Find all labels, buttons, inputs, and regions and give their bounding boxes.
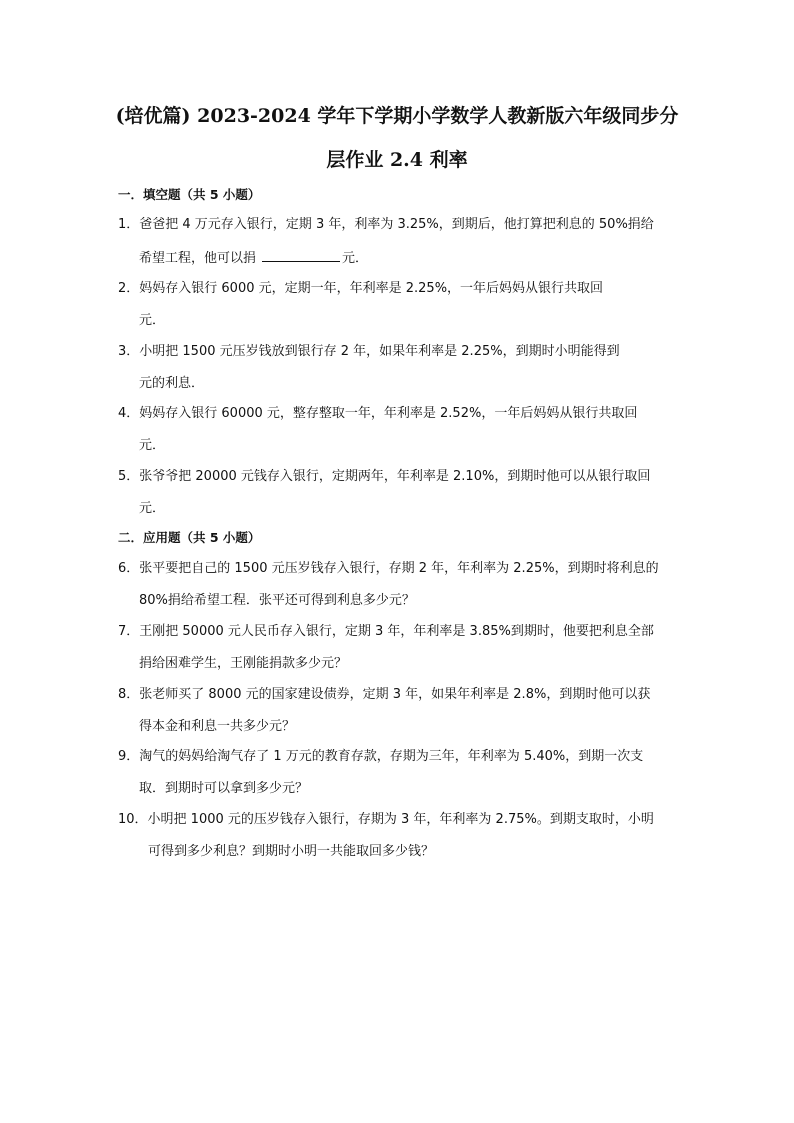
question-1-text-before-blank: 希望工程，他可以捐 <box>139 251 257 266</box>
question-10-line-2: 可得到多少利息？到期时小明一共能取回多少钱？ <box>148 844 435 859</box>
question-7-line-2: 捐给困难学生，王刚能捐款多少元？ <box>139 656 348 671</box>
question-9 <box>118 748 684 798</box>
question-3-line-1: 3．小明把 1500 元压岁钱放到银行存 2 年，如果年利率是 2.25%，到期时小明能得到 <box>118 344 620 359</box>
question-6-line-1: 6．张平要把自己的 1500 元压岁钱存入银行，存期 2 年，年利率为 2.25%，到期时将利息的 <box>118 561 659 576</box>
question-8-line-1: 8．张老师买了 8000 元的国家建设债券，定期 3 年，如果年利率是 2.8%，到期时他可以获 <box>118 687 651 702</box>
question-8 <box>118 686 684 736</box>
answer-blank[interactable] <box>262 248 340 262</box>
question-5 <box>118 468 684 518</box>
question-4-line-2: 元． <box>139 438 166 453</box>
section-heading-fill-in: 一．填空题（共 5 小题） <box>118 187 261 202</box>
question-7-line-1: 7．王刚把 50000 元人民币存入银行，定期 3 年，年利率是 3.85%到期时，他要把利息全部 <box>118 624 654 639</box>
question-3-line-2: 元的利息． <box>139 376 205 391</box>
question-9-line-2: 取．到期时可以拿到多少元？ <box>139 781 309 796</box>
question-10-line-1: 10．小明把 1000 元的压岁钱存入银行，存期为 3 年，年利率为 2.75%。到期支取时，小明 <box>118 812 654 827</box>
question-9-line-1: 9．淘气的妈妈给淘气存了 1 万元的教育存款，存期为三年，年利率为 5.40%，到期一次支 <box>118 749 644 764</box>
question-6-line-2: 80%捐给希望工程．张平还可得到利息多少元？ <box>139 593 415 608</box>
document-title-line-2: 层作业 2.4 利率 <box>326 149 468 171</box>
question-1-line-2 <box>118 248 684 266</box>
section-heading-word-problems: 二．应用题（共 5 小题） <box>118 530 261 545</box>
question-2-line-2: 元． <box>139 313 166 328</box>
question-1 <box>118 216 684 266</box>
question-6 <box>118 560 684 610</box>
question-4-line-1: 4．妈妈存入银行 60000 元，整存整取一年，年利率是 2.52%，一年后妈妈从银行共取回 <box>118 406 638 421</box>
document-title-line-1: (培优篇) 2023-2024 学年下学期小学数学人教新版六年级同步分 <box>115 105 679 127</box>
question-4 <box>118 405 684 455</box>
question-10 <box>118 811 684 861</box>
question-1-line-1: 1．爸爸把 4 万元存入银行，定期 3 年，利率为 3.25%，到期后，他打算把利息的 50%捐给 <box>118 217 654 232</box>
question-2-line-1: 2．妈妈存入银行 6000 元，定期一年，年利率是 2.25%，一年后妈妈从银行共取回 <box>118 281 604 296</box>
question-5-line-1: 5．张爷爷把 20000 元钱存入银行，定期两年，年利率是 2.10%，到期时他可以从银行取回 <box>118 469 651 484</box>
question-2 <box>118 280 684 330</box>
question-7 <box>118 623 684 673</box>
question-8-line-2: 得本金和利息一共多少元？ <box>139 719 296 734</box>
question-5-line-2: 元． <box>139 501 166 516</box>
question-1-text-after-blank: 元． <box>342 251 369 266</box>
question-3 <box>118 343 684 393</box>
